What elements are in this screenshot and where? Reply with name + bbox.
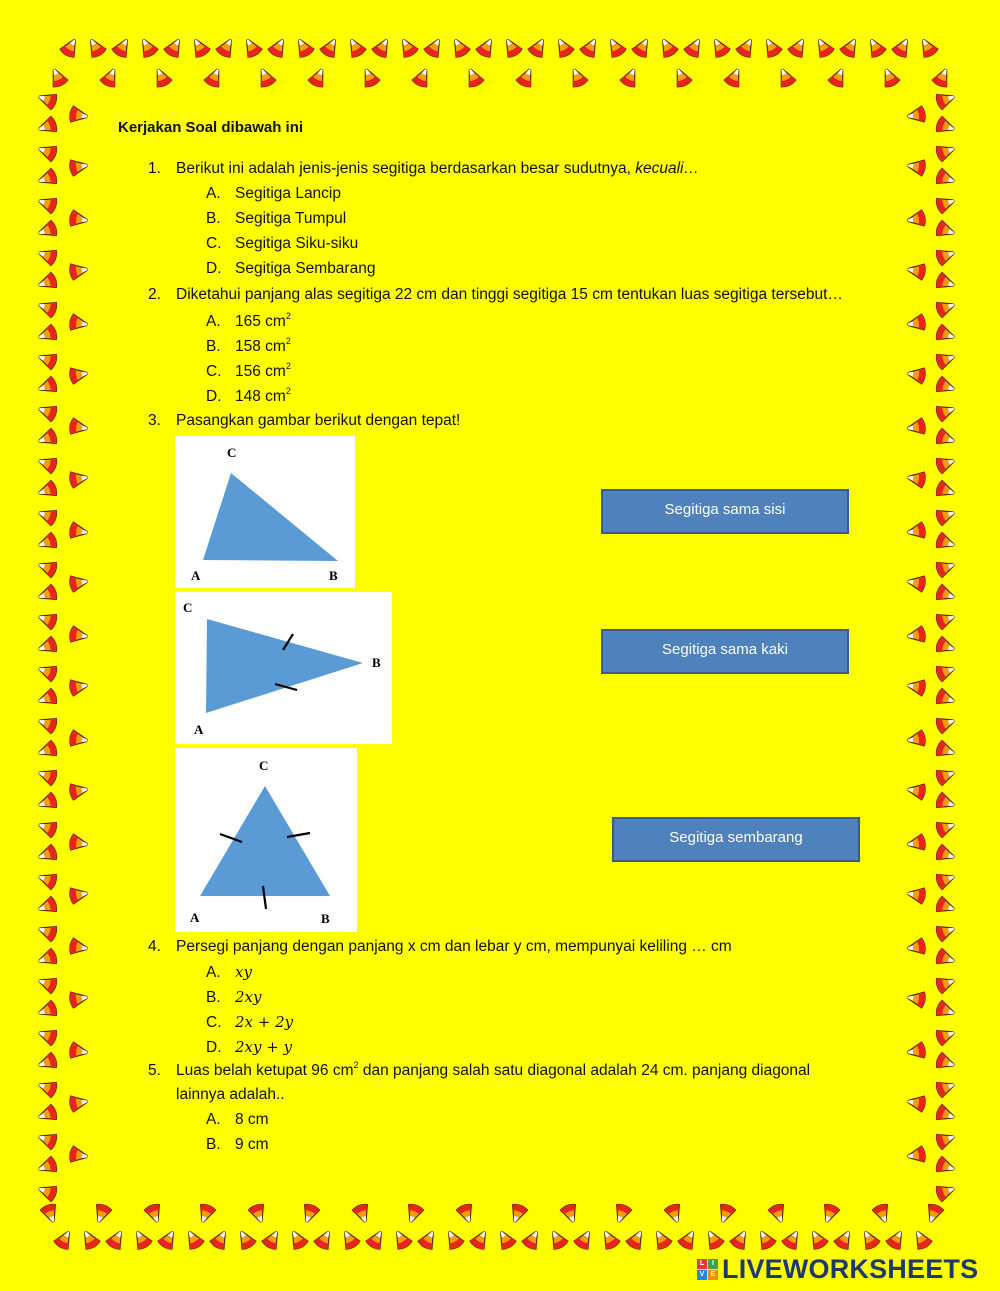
- question-number: 3.: [148, 412, 161, 429]
- candy-corn-icon: [111, 36, 134, 59]
- candy-corn-icon: [36, 376, 58, 397]
- vertex-label-b: B: [329, 568, 338, 583]
- candy-corn-icon: [234, 1228, 257, 1251]
- vertex-label-c: C: [227, 445, 237, 460]
- q1-option-d[interactable]: D. Segitiga Sembarang: [206, 260, 376, 277]
- question-text: Persegi panjang dengan panjang x cm dan lebar y cm, mempunyai keliling … cm: [176, 938, 732, 955]
- candy-corn-icon: [36, 661, 58, 682]
- candy-corn-icon: [469, 1228, 492, 1251]
- candy-corn-icon: [390, 1228, 413, 1251]
- candy-corn-icon: [292, 36, 315, 59]
- candy-corn-icon: [59, 36, 82, 59]
- candy-corn-icon: [935, 297, 957, 318]
- candy-corn-icon: [69, 730, 89, 749]
- candy-corn-icon: [195, 1203, 216, 1225]
- vertex-label-a: A: [191, 568, 201, 583]
- triangle-shape: [200, 786, 330, 896]
- candy-corn-icon: [708, 36, 731, 59]
- candy-corn-icon: [69, 365, 89, 384]
- candy-corn-icon: [916, 36, 939, 59]
- candy-corn-icon: [650, 1228, 673, 1251]
- candy-corn-icon: [935, 1025, 957, 1046]
- candy-corn-icon: [69, 1146, 89, 1165]
- candy-corn-icon: [806, 1228, 829, 1251]
- candy-corn-icon: [827, 66, 849, 89]
- candy-corn-icon: [69, 677, 89, 696]
- candy-corn-icon: [775, 66, 797, 89]
- candy-corn-icon: [91, 1203, 112, 1225]
- candy-corn-icon: [130, 1228, 153, 1251]
- candy-corn-icon: [671, 66, 693, 89]
- candy-corn-icon: [36, 869, 58, 890]
- candy-corn-icon: [656, 36, 679, 59]
- candy-corn-icon: [69, 314, 89, 333]
- candy-corn-icon: [906, 522, 926, 541]
- candy-corn-icon: [209, 1228, 232, 1251]
- candy-corn-icon: [935, 765, 957, 786]
- candy-corn-icon: [858, 1228, 881, 1251]
- candy-corn-icon: [768, 1203, 789, 1225]
- vertex-label-a: A: [194, 722, 204, 737]
- candy-corn-icon: [611, 1203, 632, 1225]
- candy-corn-icon: [36, 1156, 58, 1177]
- candy-corn-icon: [906, 106, 926, 125]
- candy-corn-icon: [729, 1228, 752, 1251]
- q2-option-d[interactable]: D. 148 $cm^2$: [206, 386, 291, 405]
- candy-corn-icon: [515, 66, 537, 89]
- candy-corn-icon: [36, 324, 58, 345]
- candy-corn-icon: [36, 453, 58, 474]
- candy-corn-icon: [935, 740, 957, 761]
- candy-corn-icon: [182, 1228, 205, 1251]
- candy-corn-icon: [573, 1228, 596, 1251]
- candy-corn-icon: [36, 89, 58, 110]
- candy-corn-icon: [36, 480, 58, 501]
- candy-corn-icon: [683, 36, 706, 59]
- candy-corn-icon: [36, 401, 58, 422]
- candy-corn-icon: [69, 834, 89, 853]
- candy-corn-icon: [500, 36, 523, 59]
- candy-corn-icon: [163, 36, 186, 59]
- question-number: 1.: [148, 160, 161, 177]
- candy-corn-icon: [36, 765, 58, 786]
- candy-corn-icon: [417, 1228, 440, 1251]
- candy-corn-icon: [906, 781, 926, 800]
- candy-corn-icon: [47, 66, 69, 89]
- candy-corn-icon: [787, 36, 810, 59]
- candy-corn-icon: [36, 1129, 58, 1150]
- candy-corn-icon: [69, 1093, 89, 1112]
- candy-corn-icon: [494, 1228, 517, 1251]
- question-4: [148, 938, 732, 956]
- q5-option-b[interactable]: B. 9 cm: [206, 1136, 269, 1153]
- candy-corn-icon: [365, 1228, 388, 1251]
- candy-corn-icon: [906, 938, 926, 957]
- candy-corn-icon: [906, 885, 926, 904]
- candy-corn-icon: [36, 116, 58, 137]
- candy-corn-icon: [69, 989, 89, 1008]
- candy-corn-icon: [872, 1203, 893, 1225]
- candy-corn-icon: [906, 989, 926, 1008]
- triangle-shape: [206, 619, 363, 713]
- question-5-line-2: lainnya adalah..: [176, 1086, 285, 1103]
- candy-corn-icon: [36, 532, 58, 553]
- candy-corn-icon: [906, 314, 926, 333]
- candy-corn-icon: [203, 66, 225, 89]
- vertex-label-c: C: [183, 600, 193, 615]
- candy-corn-icon: [906, 469, 926, 488]
- candy-corn-icon: [157, 1228, 180, 1251]
- question-1: [148, 160, 699, 178]
- candy-corn-icon: [442, 1228, 465, 1251]
- candy-corn-icon: [906, 210, 926, 229]
- question-emphasis: kecuali…: [635, 160, 699, 177]
- candy-corn-icon: [935, 557, 957, 578]
- candy-corn-icon: [36, 297, 58, 318]
- question-text: Berikut ini adalah jenis-jenis segitiga berdasarkan besar sudutnya,: [176, 160, 636, 177]
- worksheet-heading: Kerjakan Soal dibawah ini: [118, 119, 304, 136]
- candy-corn-icon: [760, 36, 783, 59]
- candy-corn-icon: [935, 584, 957, 605]
- candy-corn-icon: [935, 401, 957, 422]
- candy-corn-icon: [151, 66, 173, 89]
- candy-corn-icon: [906, 261, 926, 280]
- candy-corn-icon: [935, 428, 957, 449]
- triangle-shape: [203, 473, 338, 561]
- candy-corn-icon: [36, 272, 58, 293]
- candy-corn-icon: [906, 677, 926, 696]
- candy-corn-icon: [619, 66, 641, 89]
- candy-corn-icon: [36, 844, 58, 865]
- candy-corn-icon: [36, 896, 58, 917]
- q1-option-c[interactable]: C. Segitiga Siku-siku: [206, 235, 359, 252]
- candy-corn-icon: [69, 938, 89, 957]
- candy-corn-icon: [215, 36, 238, 59]
- candy-corn-icon: [36, 1052, 58, 1073]
- candy-corn-icon: [261, 1228, 284, 1251]
- question-number: 4.: [148, 938, 161, 955]
- candy-corn-icon: [248, 1203, 269, 1225]
- candy-corn-icon: [864, 36, 887, 59]
- candy-corn-icon: [105, 1228, 128, 1251]
- candy-corn-icon: [36, 428, 58, 449]
- vertex-label-b: B: [321, 911, 330, 926]
- candy-corn-icon: [69, 469, 89, 488]
- candy-corn-icon: [931, 66, 953, 89]
- candy-corn-icon: [812, 36, 835, 59]
- candy-corn-icon: [906, 730, 926, 749]
- candy-corn-icon: [677, 1228, 700, 1251]
- candy-corn-icon: [36, 921, 58, 942]
- triangle-image-equilateral[interactable]: [175, 748, 357, 932]
- candy-corn-icon: [36, 792, 58, 813]
- candy-corn-icon: [36, 1077, 58, 1098]
- candy-corn-icon: [935, 636, 957, 657]
- candy-corn-icon: [910, 1228, 933, 1251]
- candy-corn-icon: [839, 36, 862, 59]
- candy-corn-icon: [906, 418, 926, 437]
- candy-corn-icon: [935, 896, 957, 917]
- candy-corn-icon: [396, 36, 419, 59]
- candy-corn-icon: [36, 636, 58, 657]
- candy-corn-icon: [906, 1093, 926, 1112]
- candy-corn-icon: [935, 869, 957, 890]
- candy-corn-icon: [313, 1228, 336, 1251]
- candy-corn-icon: [715, 1203, 736, 1225]
- candy-corn-icon: [507, 1203, 528, 1225]
- candy-corn-icon: [552, 36, 575, 59]
- candy-corn-icon: [36, 557, 58, 578]
- candy-corn-icon: [935, 220, 957, 241]
- candy-corn-icon: [935, 116, 957, 137]
- candy-corn-icon: [560, 1203, 581, 1225]
- candy-corn-icon: [935, 817, 957, 838]
- candy-corn-icon: [935, 921, 957, 942]
- candy-corn-icon: [906, 157, 926, 176]
- candy-corn-icon: [935, 245, 957, 266]
- candy-corn-icon: [403, 1203, 424, 1225]
- candy-corn-icon: [935, 1052, 957, 1073]
- candy-corn-icon: [935, 89, 957, 110]
- question-2: [148, 286, 843, 304]
- candy-corn-icon: [84, 36, 107, 59]
- candy-corn-icon: [935, 792, 957, 813]
- candy-corn-icon: [69, 261, 89, 280]
- candy-corn-icon: [144, 1203, 165, 1225]
- candy-corn-icon: [935, 688, 957, 709]
- question-3: [148, 412, 460, 430]
- logo-icon: L I V E: [697, 1259, 718, 1280]
- candy-corn-icon: [69, 418, 89, 437]
- candy-corn-icon: [36, 584, 58, 605]
- candy-corn-icon: [781, 1228, 804, 1251]
- candy-corn-icon: [935, 193, 957, 214]
- candy-corn-icon: [906, 365, 926, 384]
- candy-corn-icon: [906, 1042, 926, 1061]
- candy-corn-icon: [631, 36, 654, 59]
- candy-corn-icon: [885, 1228, 908, 1251]
- question-number: 2.: [148, 286, 161, 303]
- candy-corn-icon: [935, 272, 957, 293]
- candy-corn-icon: [935, 480, 957, 501]
- vertex-label-b: B: [372, 655, 381, 670]
- candy-corn-icon: [36, 505, 58, 526]
- answer-box-sembarang[interactable]: Segitiga sembarang: [612, 817, 860, 862]
- candy-corn-icon: [69, 157, 89, 176]
- candy-corn-icon: [463, 66, 485, 89]
- candy-corn-icon: [935, 661, 957, 682]
- candy-corn-icon: [935, 349, 957, 370]
- candy-corn-icon: [36, 245, 58, 266]
- candy-corn-icon: [136, 36, 159, 59]
- candy-corn-icon: [891, 36, 914, 59]
- candy-corn-icon: [36, 1181, 58, 1202]
- candy-corn-icon: [36, 141, 58, 162]
- candy-corn-icon: [338, 1228, 361, 1251]
- candy-corn-icon: [723, 66, 745, 89]
- q4-option-c[interactable]: C. 2x + 2y: [206, 1013, 294, 1031]
- question-text: Diketahui panjang alas segitiga 22 cm dan tinggi segitiga 15 cm tentukan luas segitiga tersebut…: [176, 286, 843, 303]
- candy-corn-icon: [906, 1146, 926, 1165]
- candy-corn-icon: [53, 1228, 76, 1251]
- candy-corn-icon: [521, 1228, 544, 1251]
- q2-option-b[interactable]: B. 158 $cm^2$: [206, 336, 291, 355]
- question-number: 5.: [148, 1062, 161, 1079]
- logo-text: LIVEWORKSHEETS: [722, 1253, 979, 1284]
- q2-option-c[interactable]: C. 156 $cm^2$: [206, 361, 291, 380]
- candy-corn-icon: [267, 36, 290, 59]
- candy-corn-icon: [448, 36, 471, 59]
- candy-corn-icon: [527, 36, 550, 59]
- candy-corn-icon: [319, 36, 342, 59]
- candy-corn-icon: [819, 1203, 840, 1225]
- candy-corn-icon: [255, 66, 277, 89]
- q4-option-d[interactable]: D. 2xy + y: [206, 1038, 293, 1056]
- candy-corn-icon: [69, 885, 89, 904]
- candy-corn-icon: [935, 1129, 957, 1150]
- candy-corn-icon: [598, 1228, 621, 1251]
- candy-corn-icon: [36, 740, 58, 761]
- candy-corn-icon: [754, 1228, 777, 1251]
- candy-corn-icon: [36, 973, 58, 994]
- candy-corn-icon: [36, 220, 58, 241]
- candy-corn-icon: [36, 1025, 58, 1046]
- candy-corn-icon: [456, 1203, 477, 1225]
- candy-corn-icon: [935, 1181, 957, 1202]
- candy-corn-icon: [935, 168, 957, 189]
- candy-corn-icon: [935, 948, 957, 969]
- candy-corn-icon: [352, 1203, 373, 1225]
- candy-corn-icon: [935, 505, 957, 526]
- candy-corn-icon: [344, 36, 367, 59]
- candy-corn-icon: [36, 193, 58, 214]
- candy-corn-icon: [36, 948, 58, 969]
- candy-corn-icon: [604, 36, 627, 59]
- candy-corn-icon: [69, 1042, 89, 1061]
- candy-corn-icon: [906, 834, 926, 853]
- candy-corn-icon: [664, 1203, 685, 1225]
- candy-corn-icon: [567, 66, 589, 89]
- question-text: Pasangkan gambar berikut dengan tepat!: [176, 412, 461, 429]
- candy-corn-icon: [69, 210, 89, 229]
- q2-option-a[interactable]: A. 165 $cm^2$: [206, 311, 291, 330]
- q4-option-a[interactable]: A. xy: [206, 963, 252, 981]
- answer-box-sama-kaki[interactable]: Segitiga sama kaki: [601, 629, 849, 674]
- q5-option-a[interactable]: A. 8 cm: [206, 1111, 269, 1128]
- candy-corn-icon: [475, 36, 498, 59]
- candy-corn-icon: [36, 1000, 58, 1021]
- candy-corn-icon: [879, 66, 901, 89]
- candy-corn-icon: [69, 573, 89, 592]
- candy-corn-icon: [299, 1203, 320, 1225]
- candy-corn-icon: [36, 688, 58, 709]
- candy-corn-icon: [78, 1228, 101, 1251]
- candy-corn-icon: [99, 66, 121, 89]
- triangle-image-scalene[interactable]: [175, 436, 355, 588]
- candy-corn-icon: [546, 1228, 569, 1251]
- candy-corn-icon: [702, 1228, 725, 1251]
- candy-corn-icon: [935, 324, 957, 345]
- candy-corn-icon: [423, 36, 446, 59]
- candy-corn-icon: [935, 973, 957, 994]
- vertex-label-c: C: [259, 758, 269, 773]
- candy-corn-icon: [935, 1000, 957, 1021]
- candy-corn-icon: [307, 66, 329, 89]
- candy-corn-icon: [69, 626, 89, 645]
- answer-box-sama-sisi[interactable]: Segitiga sama sisi: [601, 489, 849, 534]
- candy-corn-icon: [935, 1104, 957, 1125]
- vertex-label-a: A: [190, 910, 200, 925]
- candy-corn-icon: [906, 626, 926, 645]
- candy-corn-icon: [935, 609, 957, 630]
- candy-corn-icon: [36, 349, 58, 370]
- candy-corn-icon: [935, 141, 957, 162]
- candy-corn-icon: [371, 36, 394, 59]
- candy-corn-icon: [36, 609, 58, 630]
- candy-corn-icon: [935, 532, 957, 553]
- candy-corn-icon: [359, 66, 381, 89]
- liveworksheets-logo[interactable]: [697, 1254, 978, 1284]
- candy-corn-icon: [188, 36, 211, 59]
- candy-corn-icon: [40, 1203, 61, 1225]
- candy-corn-icon: [240, 36, 263, 59]
- candy-corn-icon: [69, 522, 89, 541]
- candy-corn-icon: [935, 1156, 957, 1177]
- q1-option-a[interactable]: A. Segitiga Lancip: [206, 185, 341, 202]
- candy-corn-icon: [935, 713, 957, 734]
- candy-corn-icon: [69, 781, 89, 800]
- candy-corn-icon: [935, 1077, 957, 1098]
- candy-corn-icon: [935, 453, 957, 474]
- candy-corn-icon: [286, 1228, 309, 1251]
- candy-corn-icon: [923, 1203, 944, 1225]
- candy-corn-icon: [833, 1228, 856, 1251]
- question-5: 5. Luas belah ketupat 96 $cm^2$ dan panjang salah satu diagonal adalah 24 cm. panjang diagonal: [148, 1060, 811, 1079]
- candy-corn-icon: [36, 817, 58, 838]
- candy-corn-icon: [625, 1228, 648, 1251]
- candy-corn-icon: [411, 66, 433, 89]
- q4-option-b[interactable]: B. 2xy: [206, 988, 262, 1006]
- candy-corn-icon: [69, 106, 89, 125]
- candy-corn-icon: [579, 36, 602, 59]
- candy-corn-icon: [36, 713, 58, 734]
- triangle-image-isosceles[interactable]: [175, 592, 392, 744]
- candy-corn-icon: [36, 1104, 58, 1125]
- candy-corn-icon: [735, 36, 758, 59]
- q1-option-b[interactable]: B. Segitiga Tumpul: [206, 210, 347, 227]
- candy-corn-icon: [935, 376, 957, 397]
- candy-corn-icon: [36, 168, 58, 189]
- candy-corn-icon: [906, 573, 926, 592]
- candy-corn-icon: [935, 844, 957, 865]
